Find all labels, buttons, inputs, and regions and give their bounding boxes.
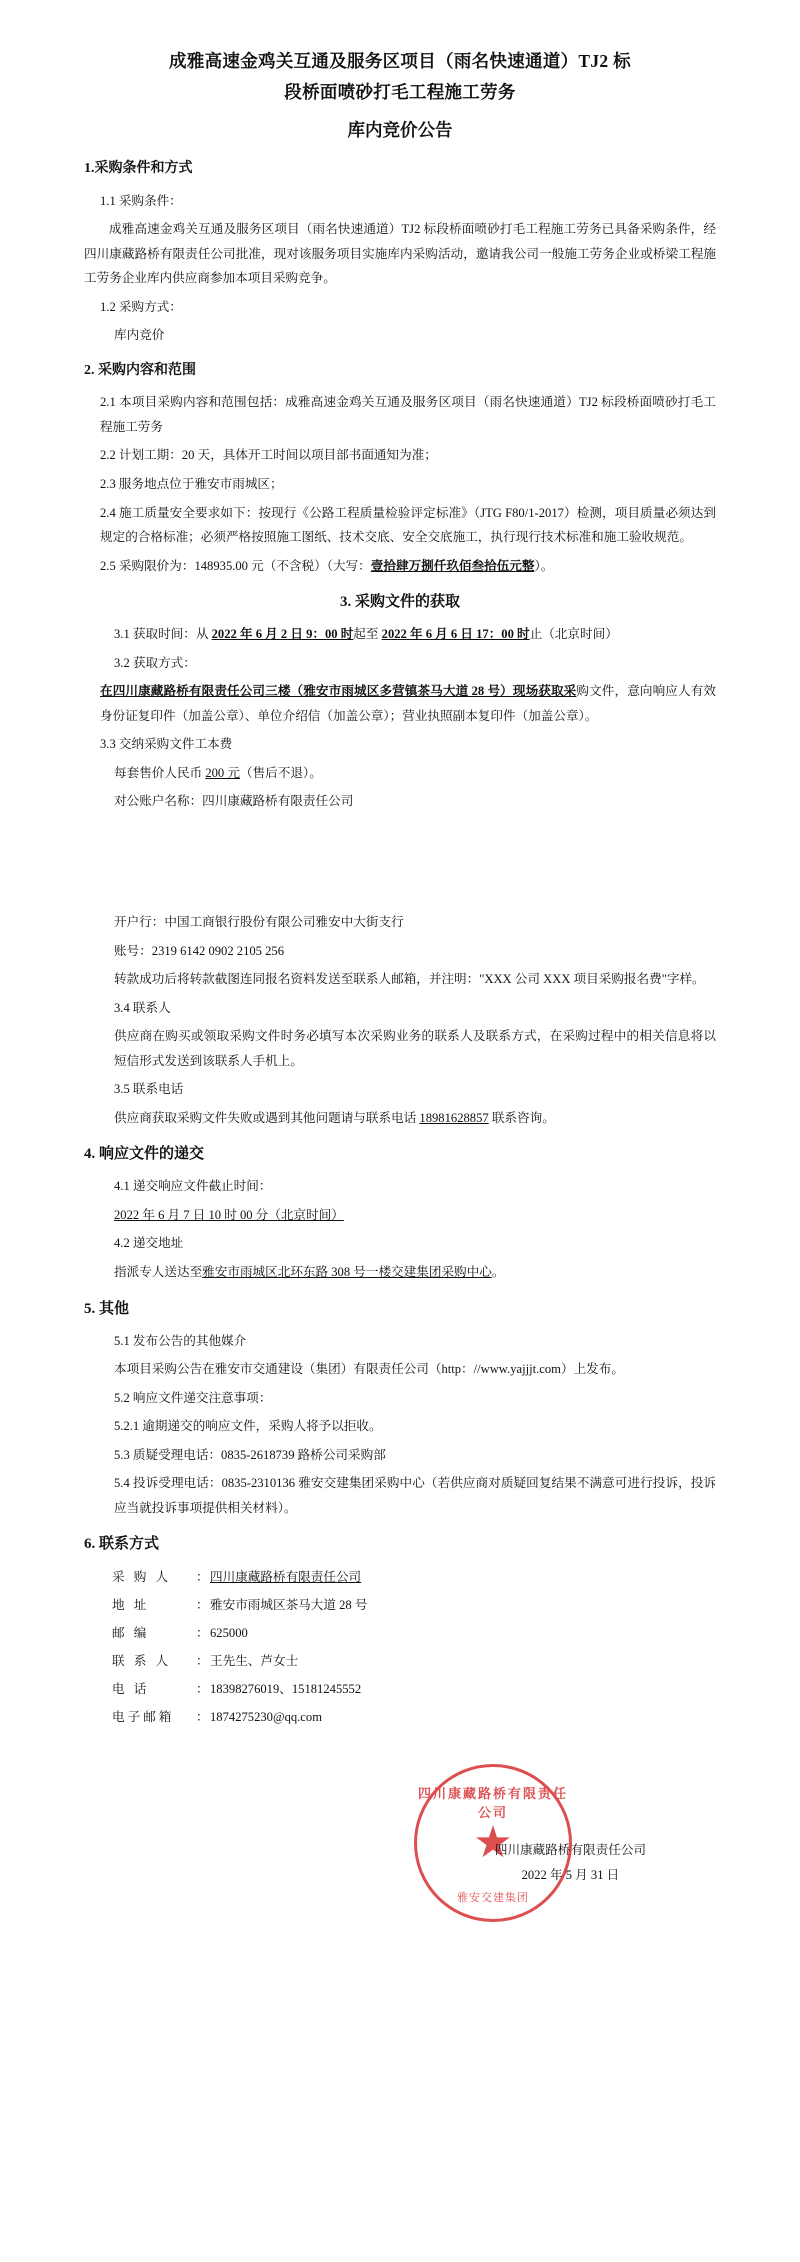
- contact-label-2: 邮 编: [112, 1626, 150, 1641]
- signature-text: [495, 1838, 646, 1888]
- signature-date: 2022 年 5 月 31 日: [521, 1868, 620, 1883]
- table-row: [112, 1648, 367, 1676]
- section-2-4: 2.4 施工质量安全要求如下：按现行《公路工程质量检验评定标准》（JTG F80/1-2017）检测，项目质量必须达到规定的合格标准；必须严格按照施工图纸、技术交底、安全交底施工，执行现行技术标准和施工验收规范。: [100, 505, 716, 545]
- table-row: [112, 1592, 367, 1620]
- section-3-5-prefix: 供应商获取采购文件失败或遇到其他问题请与联系电话: [114, 1110, 420, 1125]
- section-4-heading: 4. 响应文件的递交: [84, 1146, 205, 1163]
- bank-line: [84, 910, 716, 935]
- contact-colon-0: ：: [196, 1570, 209, 1585]
- table-row: [112, 1620, 367, 1648]
- section-3-5-suffix: 联系咨询。: [488, 1110, 555, 1125]
- deadline-value: 2022 年 6 月 7 日 10 时 00 分（北京时间）: [114, 1207, 344, 1222]
- section-1-heading: 1.采购条件和方式: [84, 161, 193, 177]
- account-name-value: 四川康藏路桥有限责任公司: [202, 794, 354, 809]
- account-name-label: 对公账户名称：: [114, 794, 203, 809]
- section-2-5: [84, 554, 716, 579]
- section-3-2-heading: 3.2 获取方式：: [114, 655, 196, 670]
- contact-colon-4: ：: [196, 1682, 209, 1697]
- section-3-5-heading: 3.5 联系电话: [114, 1082, 184, 1097]
- contact-value-0: 四川康藏路桥有限责任公司: [210, 1570, 362, 1585]
- document-page-2: [0, 870, 800, 2262]
- section-3-3-prefix: 每套售价人民币: [114, 765, 206, 780]
- contact-value-4: 18398276019、15181245552: [210, 1682, 362, 1697]
- contact-colon-1: ：: [196, 1598, 209, 1613]
- signature-company: 四川康藏路桥有限责任公司: [494, 1842, 646, 1857]
- bank-label: 开户行：: [114, 915, 165, 929]
- contact-label-0: 采 购 人: [112, 1570, 172, 1585]
- document-page-1: [0, 0, 800, 809]
- section-4-1-value: [84, 1203, 716, 1228]
- section-5-4: 5.4 投诉受理电话：0835-2310136 雅安交建集团采购中心（若供应商对质疑回复结果不满意可进行投诉，投诉应当就投诉事项提供相关材料）。: [114, 1476, 716, 1515]
- table-row: [112, 1704, 367, 1732]
- contact-colon-2: ：: [196, 1626, 209, 1641]
- contact-label-1: 地 址: [112, 1598, 150, 1613]
- contact-value-3: 王先生、芦女士: [210, 1654, 299, 1669]
- section-5-2-heading: 5.2 响应文件递交注意事项：: [114, 1390, 272, 1405]
- section-3-2-rest: 购文件，意向响应人有效身份证复印件（加盖公章）、单位介绍信（加盖公章）；营业执照副本复印件（加盖公章）。: [100, 684, 717, 723]
- section-3-3-heading: 3.3 交纳采购文件工本费: [100, 737, 233, 752]
- section-4-2-heading: 4.2 递交地址: [114, 1236, 184, 1251]
- section-3-4-heading: 3.4 联系人: [114, 1000, 171, 1015]
- contact-value-1: 雅安市雨城区茶马大道 28 号: [210, 1598, 368, 1613]
- page-title: [84, 0, 716, 107]
- contact-value-2: 625000: [210, 1626, 248, 1641]
- section-1-1-body: 成雅高速金鸡关互通及服务区项目（雨名快速通道）TJ2 标段桥面喷砂打毛工程施工劳务已具备采购条件，经四川康藏路桥有限责任公司批准，现对该服务项目实施库内采购活动，邀请我公司一般施工劳务企业或桥梁工程施工劳务企业库内供应商参加本项目采购竞争。: [84, 222, 716, 286]
- section-2-heading: 2. 采购内容和范围: [84, 362, 196, 378]
- section-1-1-heading: 1.1 采购条件：: [100, 193, 182, 208]
- section-4-1-heading: 4.1 递交响应文件截止时间：: [114, 1179, 272, 1194]
- section-4-2-body: [84, 1260, 716, 1285]
- submission-address: 雅安市雨城区北环东路 308 号一楼交建集团采购中心: [202, 1265, 492, 1280]
- section-6-heading: 6. 联系方式: [84, 1536, 160, 1553]
- section-3-2-location: 在四川康藏路桥有限责任公司三楼（雅安市雨城区多营镇茶马大道 28 号）现场获取采: [100, 684, 577, 699]
- bank-value: 中国工商银行股份有限公司雅安中大街支行: [164, 915, 404, 929]
- account-value: 2319 6142 0902 2105 256: [151, 943, 285, 958]
- contact-label-4: 电 话: [112, 1682, 150, 1697]
- section-2-5-amount: 壹拾肆万捌仟玖佰叁拾伍元整: [370, 558, 535, 573]
- section-3-1: [84, 622, 716, 647]
- section-1-2-body: 库内竞价: [114, 328, 165, 343]
- transfer-note: 转款成功后将转款截图连同报名资料发送至联系人邮箱，并注明："XXX 公司 XXX 项目采购报名费"字样。: [114, 972, 705, 987]
- contact-value-5: 1874275230@qq.com: [210, 1710, 322, 1724]
- contact-label-3: 联 系 人: [112, 1654, 172, 1669]
- section-3-1-prefix: 3.1 获取时间：从: [114, 627, 212, 642]
- section-1-2-heading: 1.2 采购方式：: [100, 299, 182, 314]
- section-5-1-body: 本项目采购公告在雅安市交通建设（集团）有限责任公司（http：//www.yajjjt.com）上发布。: [114, 1362, 624, 1377]
- section-2-1: 2.1 本项目采购内容和范围包括：成雅高速金鸡关互通及服务区项目（雨名快速通道）TJ2 标段桥面喷砂打毛工程施工劳务: [100, 395, 716, 434]
- section-3-heading: 3. 采购文件的获取: [339, 594, 460, 611]
- seal-arc-bottom-text: 雅安交建集团: [457, 1891, 529, 1904]
- section-3-3-body: [84, 761, 716, 786]
- section-2-2: 2.2 计划工期：20 天，具体开工时间以项目部书面通知为准；: [100, 448, 437, 463]
- section-3-2-body: [84, 679, 716, 728]
- account-label: 账号：: [114, 943, 152, 958]
- title-line-2: 段桥面喷砂打毛工程施工劳务: [284, 81, 516, 102]
- section-3-1-middle: 起至: [353, 627, 382, 642]
- seal-arc-top-text: 四川康藏路桥有限责任公司: [417, 1785, 568, 1820]
- section-2-5-suffix: ）。: [534, 558, 554, 573]
- section-3-1-date-end: 2022 年 6 月 6 日 17：00 时: [381, 627, 530, 642]
- section-3-3-suffix: （售后不退）。: [239, 765, 322, 780]
- section-5-1-heading: 5.1 发布公告的其他媒介: [114, 1333, 247, 1348]
- table-row: [112, 1564, 367, 1592]
- section-2-3: 2.3 服务地点位于雅安市雨城区；: [100, 476, 283, 491]
- contact-phone-inline: 18981628857: [419, 1110, 489, 1125]
- contact-colon-3: ：: [196, 1654, 209, 1669]
- section-3-1-date-start: 2022 年 6 月 2 日 9：00 时: [211, 627, 354, 642]
- section-5-3: 5.3 质疑受理电话：0835-2618739 路桥公司采购部: [114, 1447, 386, 1462]
- signature-block: [84, 1758, 716, 1918]
- contact-label-5: 电子邮箱: [112, 1710, 175, 1724]
- section-4-2-suffix: 。: [491, 1265, 505, 1280]
- section-4-2-prefix: 指派专人送达至: [114, 1265, 203, 1280]
- table-row: [112, 1676, 367, 1704]
- section-5-heading: 5. 其他: [84, 1300, 130, 1317]
- section-3-1-suffix: 止（北京时间）: [529, 627, 618, 642]
- contact-colon-5: ：: [196, 1710, 209, 1724]
- section-3-account-name: [84, 789, 716, 814]
- seal-star-icon: ★: [473, 1817, 513, 1867]
- section-3-4-body: 供应商在购买或领取采购文件时务必填写本次采购业务的联系人及联系方式，在采购过程中的相关信息将以短信形式发送到该联系人手机上。: [114, 1029, 716, 1068]
- section-5-2-1: 5.2.1 逾期递交的响应文件，采购人将予以拒收。: [114, 1419, 382, 1434]
- contact-table: [112, 1564, 367, 1732]
- section-3-5-body: [84, 1106, 716, 1131]
- page-subtitle: 库内竞价公告: [347, 120, 453, 141]
- account-line: [84, 939, 716, 964]
- section-3-3-amount: 200 元: [205, 765, 240, 780]
- section-2-5-prefix: 2.5 采购限价为：148935.00 元（不含税）（大写：: [100, 558, 371, 573]
- title-line-1: 成雅高速金鸡关互通及服务区项目（雨名快速通道）TJ2 标: [169, 51, 631, 71]
